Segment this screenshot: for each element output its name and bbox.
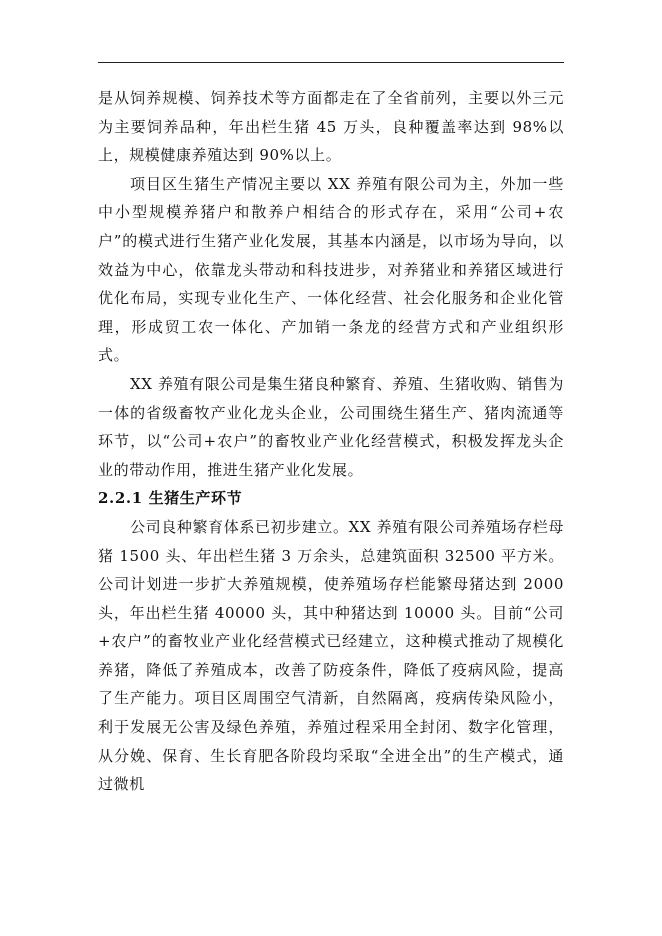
document-body	[98, 84, 564, 799]
paragraph-breeding-system: 公司良种繁育体系已初步建立。XX 养殖有限公司养殖场存栏母猪 1500 头、年出栏生猪 3 万余头，总建筑面积 32500 平方米。公司计划进一步扩大养殖规模，使养殖场存栏能繁母猪达到 2000 头，年出栏生猪 40000 头，其中种猪达到 10000 头。目前“公司+农户”的畜牧业产业化经营模式已经建立，这种模式推动了规模化养猪，降低了养殖成本，改善了防疫条件，降低了疫病风险，提高了生产能力。项目区周围空气清新，自然隔离，疫病传染风险小，利于发展无公害及绿色养殖，养殖过程采用全封闭、数字化管理，从分娩、保育、生长育肥各阶段均采取“全进全出”的生产模式，通过微机	[98, 517, 564, 794]
header-rule	[98, 62, 564, 63]
paragraph-company-profile: XX 养殖有限公司是集生猪良种繁育、养殖、生猪收购、销售为一体的省级畜牧产业化龙头企业，公司围绕生猪生产、猪肉流通等环节，以“公司+农户”的畜牧业产业化经营模式，积极发挥龙头企业的带动作用，推进生猪产业化发展。	[98, 374, 564, 479]
paragraph-production-overview: 项目区生猪生产情况主要以 XX 养殖有限公司为主，外加一些中小型规模养猪户和散养户相结合的形式存在，采用“公司+农户”的模式进行生猪产业化发展，其基本内涵是，以市场为导向，以效益为中心，依靠龙头带动和科技进步，对养猪业和养猪区域进行优化布局，实现专业化生产、一体化经营、社会化服务和企业化管理，形成贸工农一体化、产加销一条龙的经营方式和产业组织形式。	[98, 174, 564, 365]
paragraph-continued: 是从饲养规模、饲养技术等方面都走在了全省前列，主要以外三元为主要饲养品种，年出栏生猪 45 万头，良种覆盖率达到 98%以上，规模健康养殖达到 90%以上。	[98, 89, 564, 165]
section-heading: 2.2.1 生猪生产环节	[98, 489, 243, 508]
